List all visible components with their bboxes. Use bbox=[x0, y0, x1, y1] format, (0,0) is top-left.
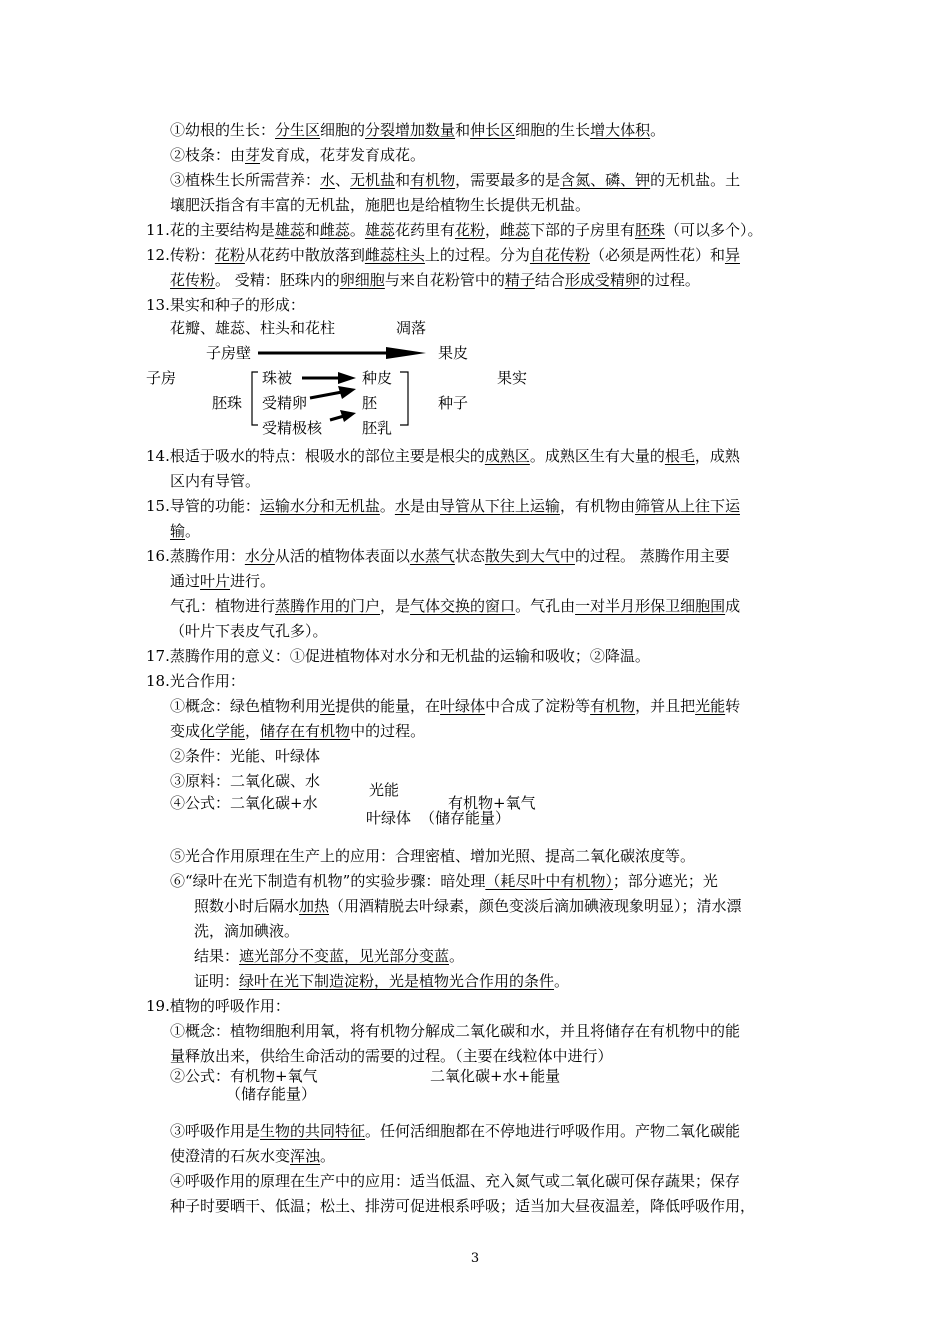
photosynthesis-condition-light: 光能 bbox=[369, 781, 400, 799]
text-run: 14.根适于吸水的特点：根吸水的部位主要是根尖的 bbox=[146, 447, 485, 465]
text-run: 花药里有 bbox=[394, 221, 455, 239]
text-run: 。 bbox=[650, 121, 666, 139]
text-run: 气孔：植物进行 bbox=[170, 597, 276, 615]
text-run: ，并且把 bbox=[635, 697, 696, 715]
text-run: ④呼吸作用的原理在生产中的应用：适当低温、充入氮气或二氧化碳可保存蔬果；保存 bbox=[170, 1172, 741, 1190]
ovary-wall-label: 子房壁 bbox=[206, 344, 252, 362]
underlined-term: 根毛 bbox=[664, 447, 695, 465]
text-run: 细胞的生长 bbox=[515, 121, 591, 139]
text-run: 从花药中散放落到 bbox=[244, 246, 365, 264]
text-run: 的过程。 蒸腾作用主要 bbox=[574, 547, 730, 565]
text-run: 的过程。 bbox=[639, 271, 700, 289]
text-run: 量释放出来，供给生命活动的需要的过程。（主要在线粒体中进行） bbox=[170, 1047, 613, 1065]
underlined-term: 含氮、磷、钾 bbox=[560, 171, 651, 189]
underlined-term: 叶片 bbox=[200, 572, 231, 590]
fall-label: 凋落 bbox=[396, 319, 427, 337]
arrow-polar bbox=[330, 416, 344, 420]
text-run: 16.蒸腾作用： bbox=[146, 547, 245, 565]
ovary-label: 子房 bbox=[146, 369, 177, 387]
underlined-term: 胚珠 bbox=[635, 221, 666, 239]
underlined-term: 加热 bbox=[299, 897, 330, 915]
fall-parts-label: 花瓣、雄蕊、柱头和花柱 bbox=[170, 319, 336, 337]
seed-coat-label: 种皮 bbox=[362, 369, 393, 387]
underlined-term: （耗尽叶中有机物） bbox=[485, 872, 613, 890]
underlined-term: 花粉 bbox=[214, 246, 245, 264]
respiration-energy-note: （储存能量） bbox=[226, 1085, 317, 1103]
underlined-term: 散失到大气中 bbox=[484, 547, 575, 565]
underlined-term: 雄蕊 bbox=[364, 221, 395, 239]
text-run: 。气孔由 bbox=[515, 597, 576, 615]
underlined-term: 有机物 bbox=[410, 171, 456, 189]
text-run: （必须是两性花）和 bbox=[589, 246, 725, 264]
text-run: 和 bbox=[395, 171, 411, 189]
underlined-term: 水蒸气 bbox=[409, 547, 455, 565]
text-run: 种子时要晒干、低温；松土、排涝可促进根系呼吸；适当加大昼夜温差，降低呼吸作用， bbox=[170, 1197, 756, 1215]
underlined-term: 伸长区 bbox=[470, 121, 516, 139]
text-run: ①幼根的生长： bbox=[170, 121, 276, 139]
text-run: 从活的植物体表面以 bbox=[274, 547, 410, 565]
text-run: ③植株生长所需营养： bbox=[170, 171, 321, 189]
underlined-term: 筛管从上往下运 bbox=[634, 497, 740, 515]
underlined-term: 花粉 bbox=[454, 221, 485, 239]
text-run: ⑥“绿叶在光下制造有机物”的实验步骤：暗处理 bbox=[170, 872, 486, 890]
respiration-products: 二氧化碳+水+能量 bbox=[430, 1067, 561, 1085]
photosynthesis-reactants: ④公式：二氧化碳+水 bbox=[170, 794, 318, 812]
underlined-term: 叶绿体 bbox=[440, 697, 486, 715]
text-run: 通过 bbox=[170, 572, 201, 590]
underlined-term: 绿叶在光下制造淀粉，光是植物光合作用的条件 bbox=[239, 972, 555, 990]
text-run: ， bbox=[484, 221, 500, 239]
text-run: 19.植物的呼吸作用： bbox=[146, 997, 290, 1015]
underlined-term: 储存在有机物 bbox=[260, 722, 351, 740]
underlined-term: 有机物 bbox=[590, 697, 636, 715]
underlined-term: 卵细胞 bbox=[339, 271, 385, 289]
underlined-term: 增大体积 bbox=[590, 121, 651, 139]
text-run: 和 bbox=[455, 121, 471, 139]
integument-label: 珠被 bbox=[262, 369, 293, 387]
text-run: 12.传粉： bbox=[146, 246, 215, 264]
bracket-left bbox=[252, 372, 258, 425]
embryo-label: 胚 bbox=[362, 394, 378, 412]
underlined-term: 水分 bbox=[244, 547, 275, 565]
pericarp-label: 果皮 bbox=[438, 344, 469, 362]
arrowhead-long bbox=[386, 347, 426, 359]
page-number: 3 bbox=[470, 1251, 480, 1266]
text-run: 。 bbox=[379, 497, 395, 515]
text-run: 。成熟区生有大量的 bbox=[529, 447, 665, 465]
underlined-term: 雌蕊 bbox=[319, 221, 350, 239]
text-run: 结果： bbox=[194, 947, 240, 965]
underlined-term: 浑浊 bbox=[290, 1147, 321, 1165]
text-run: ②枝条：由 bbox=[170, 146, 246, 164]
ovule-label: 胚珠 bbox=[212, 394, 243, 412]
text-run: 。 bbox=[554, 972, 570, 990]
arrowhead-polar bbox=[340, 410, 356, 422]
text-run: 。 bbox=[449, 947, 465, 965]
underlined-term: 异 bbox=[724, 246, 740, 264]
text-run: （叶片下表皮气孔多）。 bbox=[170, 622, 328, 640]
endosperm-label: 胚乳 bbox=[362, 419, 393, 437]
text-run: 17.蒸腾作用的意义：①促进植物体对水分和无机盐的运输和吸收；②降温。 bbox=[146, 647, 650, 665]
underlined-term: 运输水分和无机盐 bbox=[259, 497, 380, 515]
text-run: ；部分遮光；光 bbox=[612, 872, 718, 890]
respiration-reactants: ②公式：有机物+氧气 bbox=[170, 1067, 318, 1085]
text-run: 与来自花粉管中的 bbox=[384, 271, 505, 289]
underlined-term: 气体交换的窗口 bbox=[410, 597, 516, 615]
underlined-term: 分裂增加数量 bbox=[365, 121, 456, 139]
underlined-term: 输 bbox=[170, 522, 186, 540]
text-run: 变成 bbox=[170, 722, 201, 740]
text-run: 上的过程。分为 bbox=[424, 246, 530, 264]
text-run: ， bbox=[245, 722, 261, 740]
photosynthesis-condition-chloroplast: 叶绿体 bbox=[366, 809, 412, 827]
underlined-term: 自花传粉 bbox=[529, 246, 590, 264]
underlined-term: 雄蕊 bbox=[274, 221, 305, 239]
text-run: 证明： bbox=[194, 972, 240, 990]
text-run: ①概念：绿色植物利用 bbox=[170, 697, 321, 715]
text-run: 区内有导管。 bbox=[170, 472, 261, 490]
text-run: 。 bbox=[185, 522, 201, 540]
seed-label: 种子 bbox=[438, 394, 469, 412]
photosynthesis-energy-note: （储存能量） bbox=[420, 809, 511, 827]
text-run: ，有机物由 bbox=[559, 497, 635, 515]
text-run: ，成熟 bbox=[694, 447, 740, 465]
underlined-term: 化学能 bbox=[200, 722, 246, 740]
text-run: （可以多个）。 bbox=[665, 221, 763, 239]
text-run: 洗，滴加碘液。 bbox=[194, 922, 300, 940]
text-run: 中的过程。 bbox=[350, 722, 426, 740]
underlined-term: 分生区 bbox=[275, 121, 321, 139]
underlined-term: 遮光部分不变蓝，见光部分变蓝 bbox=[239, 947, 450, 965]
fertilized-egg-label: 受精卵 bbox=[262, 394, 308, 412]
text-run: ，需要最多的是 bbox=[455, 171, 561, 189]
text-run: 。任何活细胞都在不停地进行呼吸作用。产物二氧化碳能 bbox=[365, 1122, 741, 1140]
text-run: ②条件：光能、叶绿体 bbox=[170, 747, 321, 765]
text-run: ①概念：植物细胞利用氧，将有机物分解成二氧化碳和水，并且将储存在有机物中的能 bbox=[170, 1022, 741, 1040]
text-run: 使澄清的石灰水变 bbox=[170, 1147, 291, 1165]
text-run: 。 受精：胚珠内的 bbox=[215, 271, 340, 289]
text-run: 提供的能量，在 bbox=[335, 697, 441, 715]
text-run: ③原料：二氧化碳、水 bbox=[170, 772, 321, 790]
fertilized-polar-label: 受精极核 bbox=[262, 419, 323, 437]
text-run: 、 bbox=[335, 171, 351, 189]
text-run: ，是 bbox=[380, 597, 411, 615]
text-run: 发育成，花芽发育成花。 bbox=[260, 146, 426, 164]
text-run: 状态 bbox=[454, 547, 485, 565]
text-run: 11.花的主要结构是 bbox=[146, 221, 275, 239]
underlined-term: 成熟区 bbox=[484, 447, 530, 465]
underlined-term: 导管从下往上运输 bbox=[439, 497, 560, 515]
text-run: 18.光合作用： bbox=[146, 672, 245, 690]
text-run: 和 bbox=[304, 221, 320, 239]
arrowhead-integument bbox=[338, 372, 356, 384]
text-run: 13.果实和种子的形成： bbox=[146, 296, 305, 314]
text-run: 照数小时后隔水 bbox=[194, 897, 300, 915]
fruit-label: 果实 bbox=[497, 369, 528, 387]
text-run: 壤肥沃指含有丰富的无机盐，施肥也是给植物生长提供无机盐。 bbox=[170, 196, 591, 214]
underlined-term: 生物的共同特征 bbox=[260, 1122, 366, 1140]
underlined-term: 光能 bbox=[695, 697, 726, 715]
text-run: 转 bbox=[725, 697, 741, 715]
underlined-term: 光 bbox=[320, 697, 336, 715]
text-run: 15.导管的功能： bbox=[146, 497, 260, 515]
underlined-term: 蒸腾作用的门户 bbox=[275, 597, 381, 615]
underlined-term: 形成受精卵 bbox=[564, 271, 640, 289]
underlined-term: 花传粉 bbox=[170, 271, 216, 289]
text-run: 细胞的 bbox=[320, 121, 366, 139]
text-run: 的无机盐。土 bbox=[650, 171, 741, 189]
bracket-right bbox=[400, 372, 408, 425]
underlined-term: 精子 bbox=[504, 271, 535, 289]
underlined-term: 一对半月形保卫细胞围 bbox=[575, 597, 726, 615]
text-run: （用酒精脱去叶绿素，颜色变淡后滴加碘液现象明显）；清水漂 bbox=[329, 897, 742, 915]
arrowhead-egg bbox=[338, 386, 356, 399]
underlined-term: 无机盐 bbox=[350, 171, 396, 189]
underlined-term: 水 bbox=[320, 171, 336, 189]
text-run: 。 bbox=[349, 221, 365, 239]
text-run: 是由 bbox=[409, 497, 440, 515]
underlined-term: 水 bbox=[394, 497, 410, 515]
underlined-term: 芽 bbox=[245, 146, 261, 164]
text-run: 。 bbox=[320, 1147, 336, 1165]
text-run: 进行。 bbox=[230, 572, 276, 590]
text-run: 中合成了淀粉等 bbox=[485, 697, 591, 715]
text-run: 结合 bbox=[534, 271, 565, 289]
underlined-term: 雌蕊柱头 bbox=[364, 246, 425, 264]
text-run: 成 bbox=[725, 597, 741, 615]
underlined-term: 雌蕊 bbox=[499, 221, 530, 239]
text-run: 下部的子房里有 bbox=[530, 221, 636, 239]
text-run: ⑤光合作用原理在生产上的应用：合理密植、增加光照、提高二氧化碳浓度等。 bbox=[170, 847, 696, 865]
arrow-egg bbox=[310, 392, 342, 398]
text-run: ③呼吸作用是 bbox=[170, 1122, 261, 1140]
photosynthesis-products: 有机物+氧气 bbox=[448, 794, 536, 812]
